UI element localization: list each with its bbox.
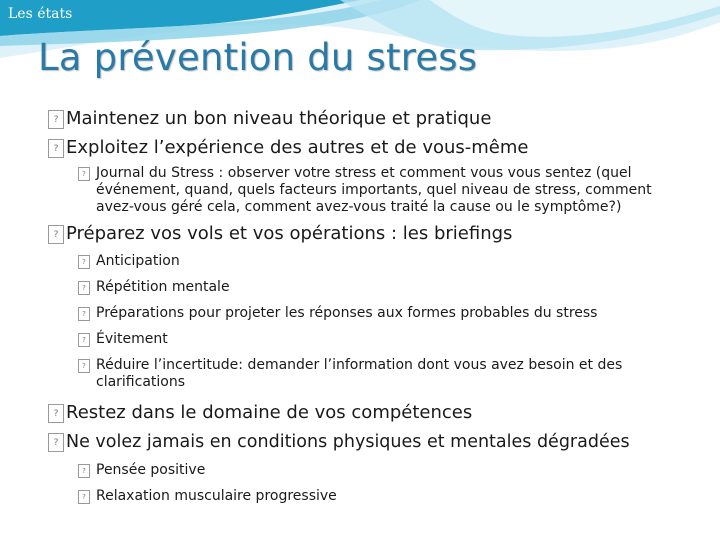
sub-bullet-item: [78, 165, 693, 216]
bullet-text: Pensée positive: [96, 462, 206, 478]
bullet-text: Répétition mentale: [96, 279, 230, 295]
sub-bullet-item: [78, 462, 205, 479]
bullet-glyph-icon: ?: [78, 167, 90, 181]
sub-bullet-item: [78, 279, 230, 296]
bullet-text: Préparations pour projeter les réponses aux formes probables du stress: [96, 305, 598, 321]
bullet-item: [48, 223, 512, 245]
bullet-text: Maintenez un bon niveau théorique et pratique: [66, 108, 492, 129]
bullet-glyph-icon: ?: [78, 333, 90, 347]
bullet-glyph-icon: ?: [78, 255, 90, 269]
bullet-text: Réduire l’incertitude: demander l’information dont vous avez besoin et des clarifications: [96, 357, 623, 390]
sub-bullet-item: [78, 331, 168, 348]
bullet-text: Relaxation musculaire progressive: [96, 488, 337, 504]
bullet-glyph-icon: ?: [48, 404, 64, 423]
sub-bullet-item: [78, 357, 648, 391]
bullet-glyph-icon: ?: [78, 359, 90, 373]
section-label: Les états: [8, 6, 73, 22]
bullet-text: Journal du Stress : observer votre stress et comment vous vous sentez (quel événement, quand, quels facteurs importants, quel niveau de stress, comment avez-vous géré cela, comment avez-vous traité la cause ou le symptôme?): [96, 165, 652, 215]
bullet-glyph-icon: ?: [48, 139, 64, 158]
sub-bullet-item: [78, 305, 597, 322]
bullet-glyph-icon: ?: [48, 110, 64, 129]
bullet-text: Ne volez jamais en conditions physiques et mentales dégradées: [66, 432, 630, 452]
bullet-glyph-icon: ?: [78, 464, 90, 478]
bullet-item: [48, 137, 529, 159]
bullet-text: Restez dans le domaine de vos compétences: [66, 402, 473, 423]
bullet-text: Évitement: [96, 331, 168, 347]
sub-bullet-item: [78, 488, 337, 505]
bullet-item: [48, 108, 491, 130]
bullet-text: Anticipation: [96, 253, 180, 269]
bullet-item: [48, 402, 472, 424]
sub-bullet-item: [78, 253, 180, 270]
bullet-text: Préparez vos vols et vos opérations : les briefings: [66, 223, 513, 244]
bullet-item: [48, 431, 630, 453]
bullet-glyph-icon: ?: [78, 281, 90, 295]
bullet-text: Exploitez l’expérience des autres et de vous-même: [66, 137, 529, 158]
bullet-glyph-icon: ?: [78, 307, 90, 321]
slide-title: La prévention du stress: [38, 36, 478, 79]
bullet-glyph-icon: ?: [78, 490, 90, 504]
bullet-glyph-icon: ?: [48, 433, 64, 452]
bullet-glyph-icon: ?: [48, 225, 64, 244]
